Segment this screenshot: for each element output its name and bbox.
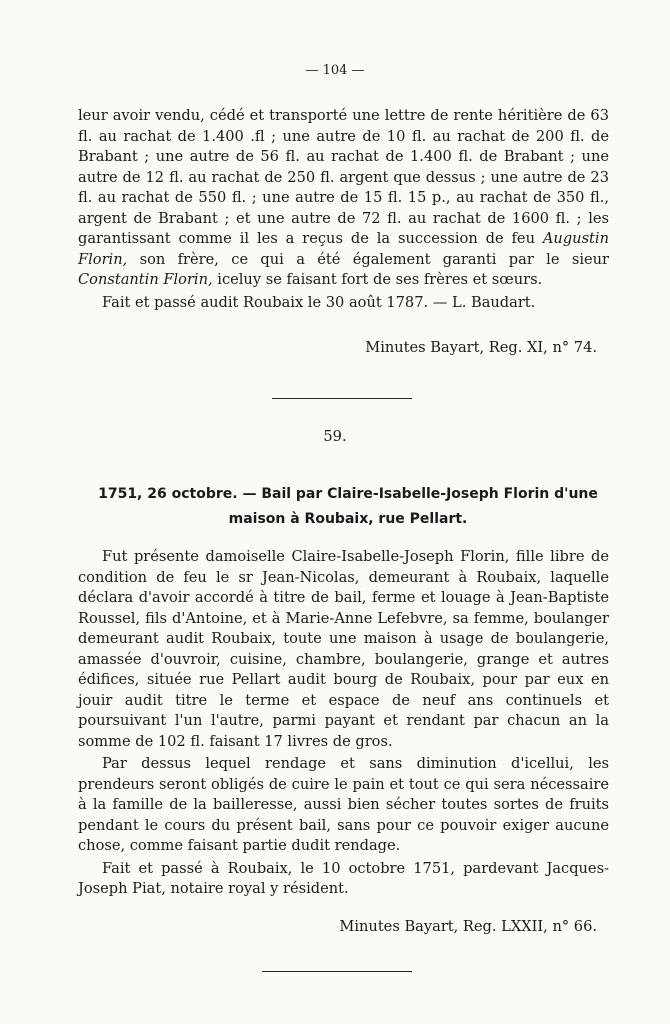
- divider: [272, 398, 412, 399]
- body-paragraph: Fut présente damoiselle Claire-Isabelle-Joseph Florin, fille libre de condition de feu le sr Jean-Nicolas, demeurant à Roubaix, laquelle déclara d'avoir accordé à titre de bail, ferme et louage à Jean-Baptiste Roussel, fils d'Antoine, et à Marie-Anne Lefebvre, sa femme, boulanger demeurant audit Roubaix, toute une maison à usage de boulangerie, amassée d'ouvroir, cuisine, chambre, boulangerie, grange et autres édifices, située rue Pellart audit bourg de Roubaix, pour par eux en jouir audit titre le terme et espace de neuf ans continuels et poursuivant l'un l'autre, parmi payant et rendant par chacun an la somme de 102 fl. faisant 17 livres de gros.: [78, 548, 609, 750]
- source-reference: Minutes Bayart, Reg. XI, n° 74.: [365, 339, 597, 356]
- paragraph-text: leur avoir vendu, cédé et transporté une lettre de rente héritière de 63 fl. au rachat de 1.400 .fl ; une autre de 10 fl. au rachat de 200 fl. de Brabant ; une autre de 56 fl. au rachat de 1.400 fl. de Brabant ; une autre de 12 fl. au rachat de 250 fl. argent que dessus ; une autre de 23 fl. au rachat de 550 fl. ; une autre de 15 fl. 15 p., au rachat de 350 fl., argent de Brabant ; et une autre de 72 fl. au rachat de 1600 fl. ; les garantissant comme il les a reçus de la succession de feu: [78, 107, 609, 247]
- divider: [262, 971, 412, 972]
- continued-paragraph: [78, 106, 609, 291]
- signature-line: Fait et passé audit Roubaix le 30 août 1787. — L. Baudart.: [102, 293, 536, 311]
- top-paragraph: [78, 106, 609, 313]
- paragraph-text: son frère, ce qui a été également garanti par le sieur: [139, 250, 610, 268]
- paragraph-text: iceluy se faisant fort de ses frères et sœurs.: [217, 271, 543, 288]
- body-paragraph: Fait et passé à Roubaix, le 10 octobre 1751, pardevant Jacques-Joseph Piat, notaire royal y résident.: [78, 859, 609, 897]
- entry-body: [78, 547, 609, 900]
- person-name: Constantin Florin,: [78, 271, 213, 288]
- entry-number: 59.: [323, 428, 347, 445]
- entry-title: 1751, 26 octobre. — Bail par Claire-Isabelle-Joseph Florin d'une maison à Roubaix, rue Pellart.: [98, 486, 598, 527]
- source-reference: Minutes Bayart, Reg. LXXII, n° 66.: [339, 918, 597, 935]
- page-number: — 104 —: [305, 63, 365, 78]
- body-paragraph: Par dessus lequel rendage et sans diminution d'icellui, les prendeurs seront obligés de cuire le pain et tout ce qui sera nécessaire à la famille de la bailleresse, aussi bien sécher toutes sortes de fruits pendant le cours du présent bail, sans pour ce pouvoir exiger aucune chose, comme faisant partie dudit rendage.: [78, 755, 609, 854]
- person-name: Augustin Florin,: [78, 230, 609, 268]
